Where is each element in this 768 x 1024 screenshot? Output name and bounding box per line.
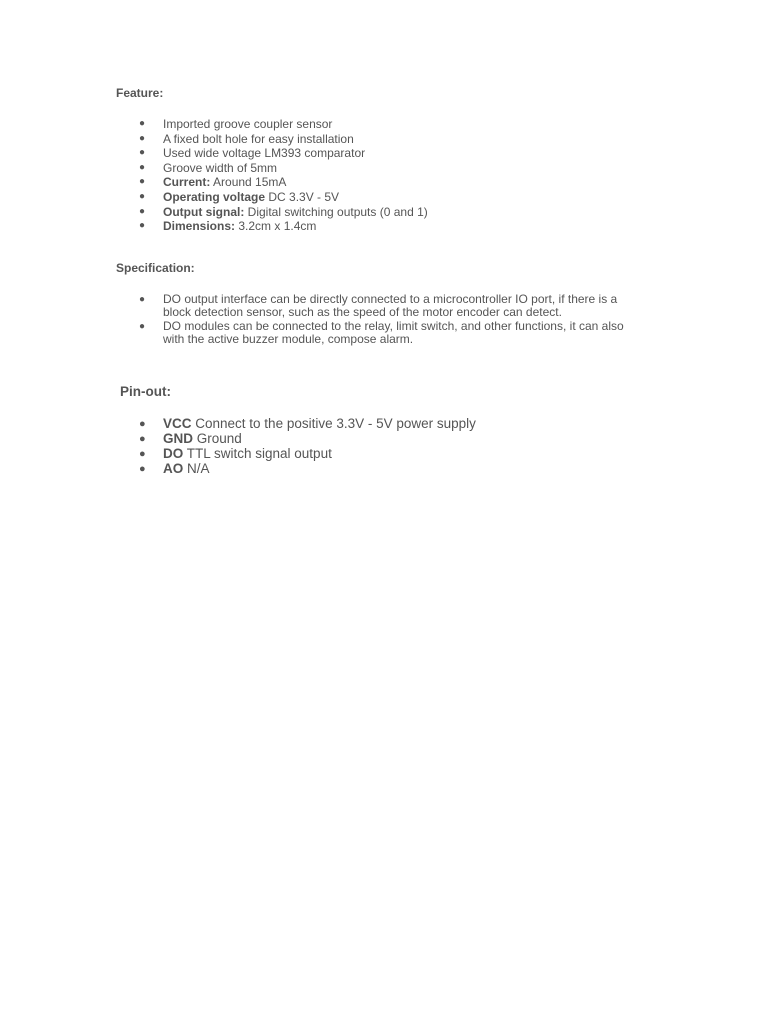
bullet-icon: ● [139, 118, 146, 129]
bullet-icon: ● [139, 147, 146, 159]
list-item: ● Dimensions: 3.2cm x 1.4cm [139, 219, 317, 234]
list-item: ● DO TTL switch signal output [139, 446, 332, 461]
bullet-icon: ● [139, 205, 146, 217]
feature-list [139, 117, 663, 234]
list-item: ● Groove width of 5mm [139, 160, 278, 175]
bullet-icon: ● [139, 294, 146, 305]
list-item: ● Current: Around 15mA [139, 175, 287, 190]
feature-heading: Feature: [116, 86, 164, 100]
specification-list [139, 292, 643, 347]
bullet-icon: ● [139, 320, 146, 332]
list-item: ● DO modules can be connected to the relay, limit switch, and other functions, it can also with the active buzzer module, compose alarm. [139, 318, 624, 347]
pinout-heading: Pin-out: [120, 384, 171, 399]
bullet-icon: ● [139, 132, 146, 144]
pinout-list [139, 416, 663, 476]
list-item: ● Imported groove coupler sensor [139, 117, 333, 131]
bullet-icon: ● [139, 190, 146, 202]
list-item: ● Output signal: Digital switching outputs (0 and 1) [139, 204, 428, 219]
list-item: ● GND Ground [139, 431, 242, 446]
specification-heading: Specification: [116, 261, 195, 275]
bullet-icon: ● [139, 220, 146, 232]
list-item: ● VCC Connect to the positive 3.3V - 5V power supply [139, 416, 476, 431]
bullet-icon: ● [139, 463, 146, 475]
list-item: ● A fixed bolt hole for easy installation [139, 131, 354, 146]
bullet-icon: ● [139, 418, 146, 430]
bullet-icon: ● [139, 448, 146, 460]
bullet-icon: ● [139, 433, 146, 445]
list-item: ● Used wide voltage LM393 comparator [139, 146, 366, 161]
list-item: ● DO output interface can be directly connected to a microcontroller IO port, if there is a block detection sensor, such as the speed of the motor encoder can detect. [139, 292, 618, 320]
list-item: ● Operating voltage DC 3.3V - 5V [139, 189, 340, 204]
bullet-icon: ● [139, 161, 146, 173]
list-item: ● AO N/A [139, 461, 210, 476]
bullet-icon: ● [139, 176, 146, 188]
